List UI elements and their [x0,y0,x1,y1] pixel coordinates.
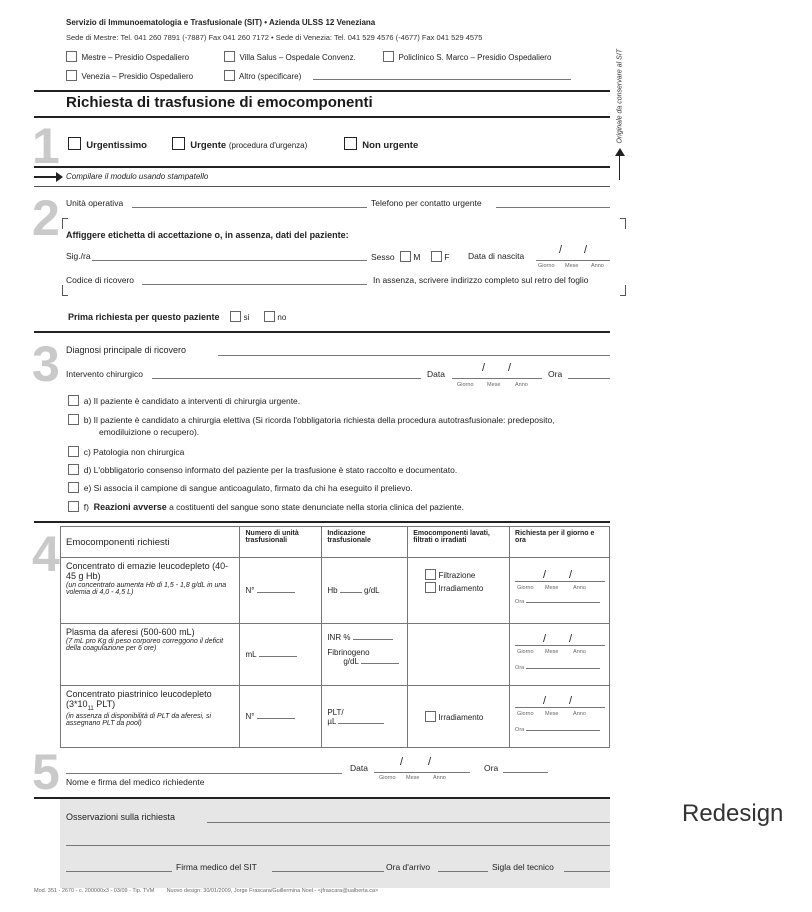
sex-f-label: F [444,252,450,262]
site-label-villa: Villa Salus – Ospedale Convenz. [239,53,356,62]
item-e[interactable] [68,482,413,493]
emazie-note: (un concentrato aumenta Hb di 1,5 - 1,8 g/dL in una volemia di 4,0 - 4,5 L) [66,582,227,596]
plasma-inr-label: INR % [327,633,351,642]
item-b-checkbox[interactable] [68,414,79,425]
surgery-field[interactable] [152,378,421,379]
row-piastrine-desc [61,686,240,748]
unit-field[interactable] [132,207,367,208]
page-title: Richiesta di trasfusione di emocomponenti [66,94,373,111]
item-b-continued: emodiluizione o recupero). [99,427,200,437]
sex-group [371,251,449,262]
plasma-note: (7 mL pro Kg di peso corporeo correggono il deficit della coagulazione per 6 ore) [66,638,224,652]
section-5-rule [34,797,610,799]
piastrine-note: (in assenza di disponibilità di PLT da aferesi, si assegnano PLT da pool) [66,712,212,727]
emazie-hb-field[interactable] [340,592,362,593]
first-request-label: Prima richiesta per questo paziente [68,312,220,322]
plasma-indication [322,624,408,686]
section-number-5: 5 [32,744,60,800]
diag-label: Diagnosi principale di ricovero [66,345,187,355]
plasma-fib-unit: g/dL [343,657,359,666]
non-urgente-label: Non urgente [362,140,419,151]
col-lavati: Emocomponenti lavati, filtrati o irradiati [408,527,510,558]
site-row-1 [66,51,189,62]
name-label: Sig./ra [66,251,91,261]
title-bottom-rule [34,116,610,118]
emazie-units [240,558,322,624]
sex-label: Sesso [371,252,395,262]
item-d-checkbox[interactable] [68,464,79,475]
arrival-field[interactable] [272,871,384,872]
sit-sign-field[interactable] [66,871,172,872]
surgery-anno: Anno [515,382,528,388]
right-arrow-icon [56,172,63,182]
label-corner-br [620,285,626,296]
code-field[interactable] [142,284,367,285]
item-c-checkbox[interactable] [68,446,79,457]
site-venezia [66,70,193,81]
irradiamento-2-checkbox[interactable] [425,711,436,722]
site-checkbox-villa[interactable] [224,51,235,62]
section-1-rule [34,166,610,168]
piastrine-units [240,686,322,748]
plasma-date-field[interactable] [515,645,605,646]
surgery-date-field[interactable] [452,378,542,379]
section-number-3: 3 [32,336,60,392]
piastrine-plt-field[interactable] [338,723,384,724]
table-row [61,686,610,748]
emazie-indication [322,558,408,624]
title-top-rule [34,90,610,92]
row-emazie-desc [61,558,240,624]
emazie-slash-2: / [569,569,573,581]
sex-m-label: M [413,252,421,262]
piastrine-giorno: Giorno [517,711,534,717]
emazie-treatment [408,558,510,624]
site-checkbox-mestre[interactable] [66,51,77,62]
emazie-date-field[interactable] [515,581,605,582]
altro-field[interactable] [313,79,571,80]
first-si-label: si [243,313,250,322]
site-checkbox-policlinico[interactable] [383,51,394,62]
org-name: Servizio di Immunoematologia e Trasfusionale (SIT) • Azienda ULSS 12 Veneziana [66,18,376,27]
technician-field[interactable] [564,871,610,872]
piastrine-ora-label: Ora [515,727,525,733]
filtrazione-checkbox[interactable] [425,569,436,580]
plasma-mese: Mese [545,649,559,655]
dob-label: Data di nascita [468,251,525,261]
item-f[interactable] [68,501,464,512]
item-d-label: d) L'obbligatorio consenso informato del paziente per la trasfusione è stato raccolto e documentato. [83,465,458,475]
section-number-2: 2 [32,190,60,246]
surgery-date-slash-2: / [508,362,512,374]
surgery-label: Intervento chirurgico [66,369,144,379]
label-corner-bl [62,285,68,296]
sit-sign-label: Firma medico del SIT [176,862,257,872]
arrival-label: Ora d'arrivo [386,862,431,872]
emazie-unit: g/dL [364,586,380,595]
plasma-treatment [408,624,510,686]
irradiamento-1-checkbox[interactable] [425,582,436,593]
plasma-ora-label: Ora [515,665,525,671]
first-si-checkbox[interactable] [230,311,241,322]
plasma-title: Plasma da aferesi (500-600 mL) [66,627,195,637]
item-a-checkbox[interactable] [68,395,79,406]
emazie-n-label: N° [245,586,255,595]
emazie-giorno: Giorno [517,585,534,591]
irradiamento-1-label: Irradiamento [438,584,484,593]
surgery-date-label: Data [427,369,445,379]
sec5-slash-2: / [428,756,432,768]
surgery-date-slash-1: / [482,362,486,374]
site-label-venezia: Venezia – Presidio Ospedaliero [81,72,194,81]
site-label-mestre: Mestre – Presidio Ospedaliero [81,53,190,62]
site-policlinico [383,51,551,62]
emazie-ora-label: Ora [515,599,525,605]
table-row [61,624,610,686]
emazie-request-date [510,558,610,624]
sec5-time-field[interactable] [503,772,548,773]
side-note: Originale da conservare al SIT [616,48,624,144]
absence-note: In assenza, scrivere indirizzo completo sul retro del foglio [373,275,589,285]
observations-title: Osservazioni sulla richiesta [66,812,176,822]
surgery-time-field[interactable] [568,378,610,379]
sex-m-checkbox[interactable] [400,251,411,262]
sec5-date-field[interactable] [374,772,470,773]
plasma-units [240,624,322,686]
piastrine-sub: 11 [87,705,94,712]
site-label-policlinico: Policlinico S. Marco – Presidio Ospedaliero [398,53,552,62]
dob-field[interactable] [536,260,610,261]
item-f-bold: Reazioni avverse [93,502,167,512]
piastrine-title-2: PLT) [96,699,116,709]
item-a-label: a) Il paziente è candidato a interventi di chirurgia urgente. [83,396,301,406]
non-urgente-checkbox[interactable] [344,137,357,150]
table-row [61,558,610,624]
piastrine-treatment [408,686,510,748]
unit-label: Unità operativa [66,198,124,208]
urgente-label: Urgente [190,140,227,151]
urgentissimo-label: Urgentissimo [86,140,147,151]
phone-label: Telefono per contatto urgente [371,198,482,208]
emazie-mese: Mese [545,585,559,591]
sec5-slash-1: / [400,756,404,768]
filtrazione-label: Filtrazione [438,571,476,580]
piastrine-ora-field[interactable] [526,730,600,731]
site-checkbox-venezia[interactable] [66,70,77,81]
section-3-rule [34,521,610,523]
urgente-note: (procedura d'urgenza) [228,141,308,150]
first-no-checkbox[interactable] [264,311,275,322]
plasma-ml-field[interactable] [259,656,297,657]
section-number-4: 4 [32,526,60,582]
sec5-anno: Anno [433,775,446,781]
plasma-slash-2: / [569,633,573,645]
surgery-giorno: Giorno [457,382,474,388]
sec5-date-label: Data [350,763,368,773]
piastrine-n-field[interactable] [257,718,295,719]
label-title: Affiggere etichetta di accettazione o, in assenza, dati del paziente: [66,230,349,240]
emazie-ora-field[interactable] [526,602,600,603]
sec5-time-label: Ora [484,763,499,773]
item-f-checkbox[interactable] [68,501,79,512]
redesign-label: Redesign [682,800,784,827]
phone-field[interactable] [496,207,610,208]
item-b[interactable] [68,414,555,425]
sec5-giorno: Giorno [379,775,396,781]
plasma-inr-field[interactable] [353,639,393,640]
piastrine-slash-2: / [569,695,573,707]
arrival-time-field[interactable] [438,871,488,872]
emazie-title: Concentrato di emazie leucodepleto (40-45 g Hb) [66,561,229,581]
col-unita: Numero di unità trasfusionali [240,527,322,558]
item-e-checkbox[interactable] [68,482,79,493]
section-2-rule [34,331,610,333]
side-arrow-shaft [619,152,620,180]
piastrine-anno: Anno [573,711,586,717]
instruction-rule [34,186,610,187]
sec5-mese: Mese [406,775,420,781]
emocomponenti-table [60,526,610,748]
irradiamento-2-label: Irradiamento [438,713,484,722]
sex-f-checkbox[interactable] [431,251,442,262]
emazie-hb-label: Hb [327,586,338,595]
item-c-label: c) Patologia non chirurgica [83,447,185,457]
item-f-prefix: f) [83,502,89,512]
diag-field[interactable] [218,355,610,356]
emazie-slash-1: / [543,569,547,581]
plasma-fib-field[interactable] [361,663,399,664]
urgentissimo-checkbox[interactable] [68,137,81,150]
plasma-giorno: Giorno [517,649,534,655]
piastrine-plt-label: PLT/ [327,707,344,717]
first-request-row [68,311,286,322]
piastrine-indication [322,686,408,748]
footer-note: Mod. 351 - 2670 - c. 200000x3 - 03/09 - Tip. TVM Nuovo design: 30/01/2009, Jorge Frascara/Guillermina Noel - <jfrascara@ualberta.ca> [34,888,379,894]
item-e-label: e) Si associa il campione di sangue anticoagulato, firmato da chi ha eseguito il prelievo. [83,483,413,493]
piastrine-unit: µL [327,716,337,726]
plasma-ora-field[interactable] [526,668,600,669]
urgentissimo-option[interactable] [68,137,147,151]
label-corner-tr [620,218,626,229]
name-field[interactable] [92,260,367,261]
emazie-n-field[interactable] [257,592,295,593]
observations-field-2[interactable] [66,845,610,846]
label-corner-tl [62,218,68,229]
section-number-1: 1 [32,118,60,174]
col-richiesta: Richiesta per il giorno e ora [510,527,610,558]
piastrine-date-field[interactable] [515,707,605,708]
plasma-slash-1: / [543,633,547,645]
site-altro [224,70,301,81]
col-emocomponenti: Emocomponenti richiesti [61,527,240,558]
piastrine-mese: Mese [545,711,559,717]
urgente-option[interactable] [172,137,307,151]
row-plasma-desc [61,624,240,686]
surgery-time-label: Ora [548,369,563,379]
item-a[interactable] [68,395,300,406]
urgente-checkbox[interactable] [172,137,185,150]
dob-mese: Mese [565,263,579,269]
plasma-fib-label: Fibrinogeno [327,648,370,657]
piastrine-title: Concentrato piastrinico leucodepleto (3*10 [66,689,212,709]
col-indicazione: Indicazione trasfusionale [322,527,408,558]
item-b-label: b) Il paziente è candidato a chirurgia elettiva (Si ricorda l'obbligatoria richiesta della procedura autotrasfusionale: predeposito, [83,415,555,425]
code-label: Codice di ricovero [66,275,135,285]
table-header [61,527,610,558]
item-f-label: a costituenti del sangue sono state denunciate nella storia clinica del paziente. [169,502,464,512]
non-urgente-option[interactable] [344,137,418,151]
site-checkbox-altro[interactable] [224,70,235,81]
item-d[interactable] [68,464,457,475]
technician-label: Sigla del tecnico [492,862,554,872]
dob-slash-1: / [559,244,563,256]
up-arrow-icon [615,148,625,156]
contacts: Sede di Mestre: Tel. 041 260 7891 (-7887) Fax 041 260 7172 • Sede di Venezia: Tel. 041 529 4576 (-4677) Fax 041 529 4575 [66,33,483,42]
doctor-sign-label: Nome e firma del medico richiedente [66,777,205,787]
dob-slash-2: / [584,244,588,256]
plasma-request-date [510,624,610,686]
piastrine-slash-1: / [543,695,547,707]
piastrine-n-label: N° [245,712,255,721]
dob-giorno: Giorno [538,263,555,269]
instruction-text: Compilare il modulo usando stampatello [66,172,209,181]
site-label-altro: Altro (specificare) [239,72,302,81]
piastrine-request-date [510,686,610,748]
emazie-anno: Anno [573,585,586,591]
plasma-anno: Anno [573,649,586,655]
plasma-ml-label: mL [245,650,257,659]
first-no-label: no [277,313,287,322]
doctor-sign-field[interactable] [66,773,342,774]
site-villa [224,51,356,62]
dob-anno: Anno [591,263,604,269]
observations-field-1[interactable] [207,822,610,823]
surgery-mese: Mese [487,382,501,388]
item-c[interactable] [68,446,184,457]
